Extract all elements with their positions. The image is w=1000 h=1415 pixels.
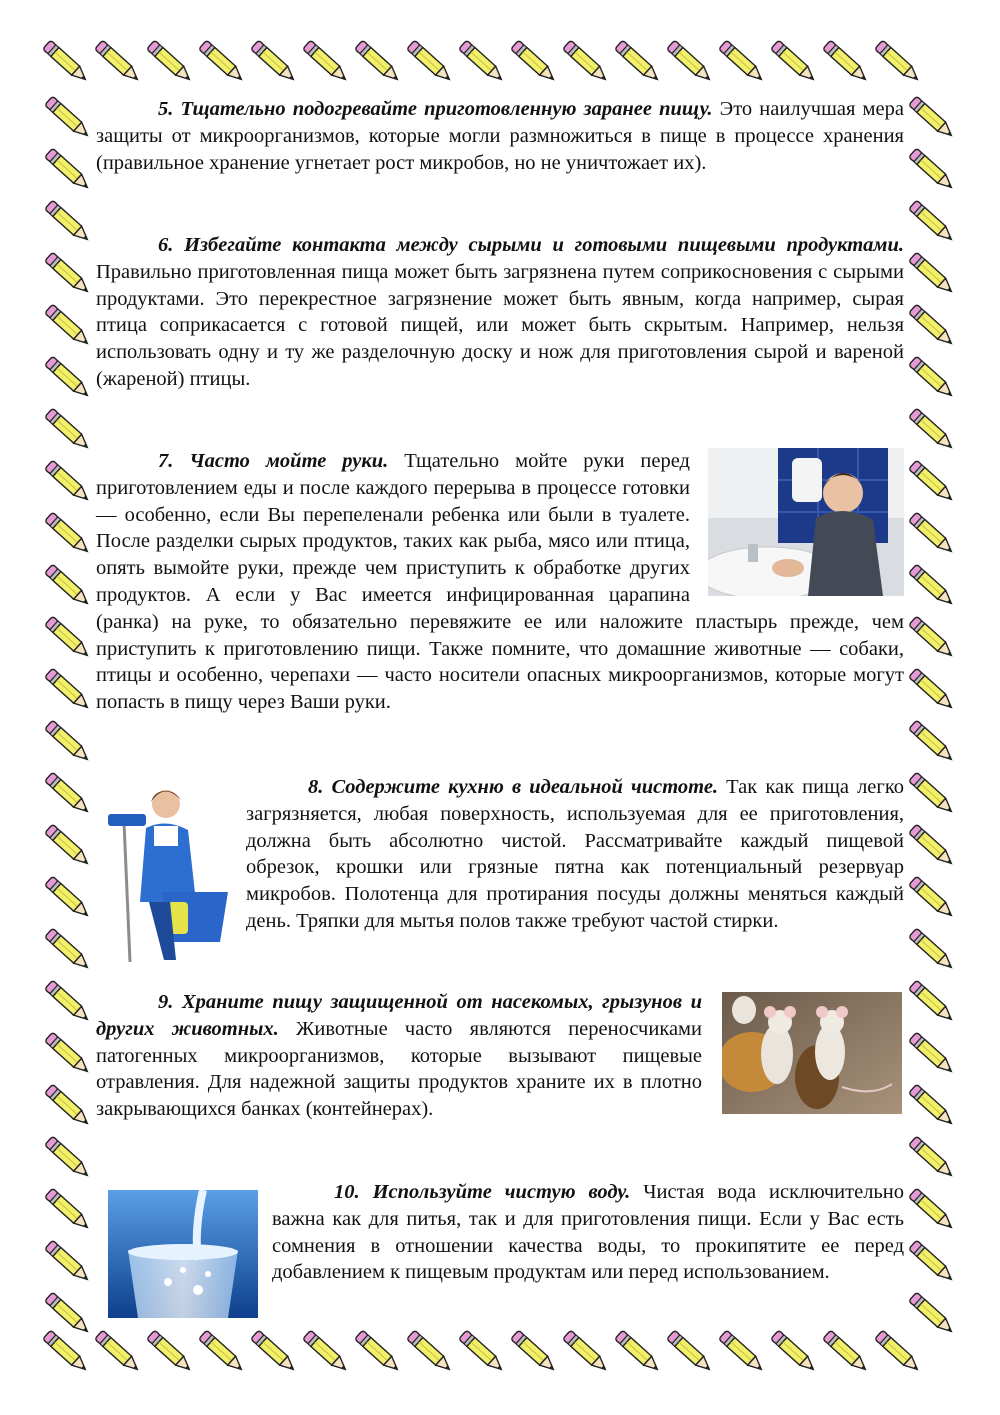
water-glass-photo [108, 1190, 258, 1318]
pencil-icon [45, 1032, 92, 1076]
pencil-icon [45, 96, 92, 140]
pencil-icon [45, 408, 92, 452]
pencil-icon [875, 1330, 922, 1374]
pencil-icon [355, 40, 402, 84]
pencil-icon [771, 40, 818, 84]
pencil-icon [615, 40, 662, 84]
paragraph-5-body: Это наилучшая мера защиты от микроорганизмов, которые могли размножиться в пище в процессе хранения (правильное хранение угнетает рост микробов, но не уничтожает их). [96, 98, 904, 174]
pencil-icon [43, 40, 90, 84]
pencil-icon [909, 980, 956, 1024]
paragraph-6-heading: 6. Избегайте контакта между сырыми и готовыми пищевыми продуктами. [158, 234, 904, 256]
paragraph-9-heading: 9. Храните пищу защищенной от насекомых, грызунов и других животных. [96, 991, 702, 1040]
pencil-icon [459, 40, 506, 84]
pencil-icon [909, 148, 956, 192]
paragraph-10-body: Чистая вода исключительно важна как для питья, так и для приготовления пищи. Если у Вас есть сомнения в отношении качества воды, то прокипятите ее перед добавлением к пищевым продуктам или перед использованием. [272, 1181, 904, 1284]
pencil-icon [511, 40, 558, 84]
pencil-icon [909, 564, 956, 608]
pencil-icon [45, 772, 92, 816]
pencil-icon [909, 460, 956, 504]
cleaning-woman-photo [104, 782, 228, 962]
pencil-icon [667, 40, 714, 84]
pencil-icon [909, 1240, 956, 1284]
pencil-icon [909, 1292, 956, 1336]
pencil-icon [45, 1188, 92, 1232]
paragraph-5-heading: 5. Тщательно подогревайте приготовленную заранее пищу. [158, 98, 713, 120]
paragraph-5 [96, 96, 904, 176]
pencil-icon [45, 720, 92, 764]
paragraph-8 [246, 774, 904, 935]
paragraph-10-heading: 10. Используйте чистую воду. [334, 1181, 631, 1203]
pencil-icon [303, 40, 350, 84]
pencil-icon [909, 200, 956, 244]
pencil-icon [43, 1330, 90, 1374]
pencil-icon [909, 928, 956, 972]
pencil-icon [199, 40, 246, 84]
pencil-icon [95, 1330, 142, 1374]
pencil-icon [909, 720, 956, 764]
pencil-icon [909, 772, 956, 816]
pencil-icon [45, 1240, 92, 1284]
paragraph-8-body: Так как пища легко загрязняется, любая поверхность, используемая для ее приготовления, должна быть абсолютно чистой. Рассматривайте каждый пищевой обрезок, крошки или грязные пятна как потенциальный резервуар микробов. Полотенца для протирания посуды должны меняться каждый день. Тряпки для мытья полов также требуют частой стирки. [246, 776, 904, 932]
paragraph-10 [272, 1179, 904, 1286]
pencil-icon [45, 668, 92, 712]
paragraph-7 [96, 448, 904, 716]
paragraph-8-heading: 8. Содержите кухню в идеальной чистоте. [308, 776, 719, 798]
pencil-icon [45, 928, 92, 972]
pencil-icon [909, 512, 956, 556]
pencil-icon [823, 1330, 870, 1374]
pencil-icon [407, 40, 454, 84]
pencil-icon [563, 40, 610, 84]
pencil-icon [909, 408, 956, 452]
pencil-icon [909, 876, 956, 920]
pencil-icon [45, 824, 92, 868]
pencil-icon [719, 1330, 766, 1374]
pencil-icon [823, 40, 870, 84]
paragraph-9-body: Животные часто являются переносчиками патогенных микроорганизмов, которые вызывают пищевые отравления. Для надежной защиты продуктов храните их в плотно закрывающихся банках (контейнерах). [96, 1017, 703, 1121]
pencil-icon [909, 824, 956, 868]
pencil-icon [459, 1330, 506, 1374]
pencil-icon [45, 876, 92, 920]
pencil-icon [45, 1084, 92, 1128]
pencil-icon [95, 40, 142, 84]
pencil-icon [45, 460, 92, 504]
pencil-icon [909, 252, 956, 296]
paragraph-7-heading: 7. Часто мойте руки. [158, 450, 389, 472]
paragraph-6-body: Правильно приготовленная пища может быть загрязнена путем соприкосновения с сырыми продуктами. Это перекрестное загрязнение может быть явным, когда например, сырая птица соприкасается с готовой пищей, или может быть скрытым. Например, нельзя использовать одну и ту же разделочную доску и нож для приготовления сырой и вареной (жареной) птицы. [96, 260, 904, 390]
pencil-icon [909, 668, 956, 712]
pencil-icon [355, 1330, 402, 1374]
pencil-icon [45, 252, 92, 296]
pencil-icon [45, 512, 92, 556]
pencil-icon [909, 356, 956, 400]
pencil-icon [909, 1188, 956, 1232]
pencil-icon [615, 1330, 662, 1374]
pencil-icon [719, 40, 766, 84]
paragraph-6 [96, 232, 904, 393]
pencil-icon [909, 1032, 956, 1076]
pencil-icon [909, 1084, 956, 1128]
pencil-icon [303, 1330, 350, 1374]
pencil-icon [875, 40, 922, 84]
pencil-icon [45, 564, 92, 608]
pencil-icon [45, 1136, 92, 1180]
paragraph-9 [96, 989, 702, 1123]
pencil-icon [45, 304, 92, 348]
pencil-icon [667, 1330, 714, 1374]
pencil-icon [45, 200, 92, 244]
pencil-icon [199, 1330, 246, 1374]
pencil-icon [251, 40, 298, 84]
pencil-icon [511, 1330, 558, 1374]
pencil-icon [45, 1292, 92, 1336]
child-washing-hands-photo [708, 448, 904, 596]
pencil-icon [909, 304, 956, 348]
pencil-icon [45, 616, 92, 660]
mice-photo [722, 992, 902, 1114]
pencil-icon [147, 40, 194, 84]
pencil-icon [771, 1330, 818, 1374]
pencil-icon [407, 1330, 454, 1374]
pencil-icon [45, 356, 92, 400]
pencil-icon [909, 1136, 956, 1180]
paragraph-7-body: Тщательно мойте руки перед приготовлением еды и после каждого перерыва в процессе готовки — особенно, если Вы перепеленали ребенка или были в туалете. После разделки сырых продуктов, таких как рыба, мясо или птица, опять вымойте руки, прежде чем приступить к обработке других продуктов. А если у Вас имеется инфицированная царапина (ранка) на руке, то обязательно перевяжите ее или наложите пластырь прежде, чем приступить к приготовлению пищи. Также помните, что домашние животные — собаки, птицы и особенно, черепахи — часто носители опасных микроорганизмов, которые могут попасть в пищу через Ваши руки. [96, 450, 904, 714]
pencil-icon [251, 1330, 298, 1374]
pencil-icon [45, 980, 92, 1024]
pencil-icon [909, 616, 956, 660]
pencil-icon [147, 1330, 194, 1374]
pencil-icon [909, 96, 956, 140]
pencil-icon [45, 148, 92, 192]
pencil-icon [563, 1330, 610, 1374]
